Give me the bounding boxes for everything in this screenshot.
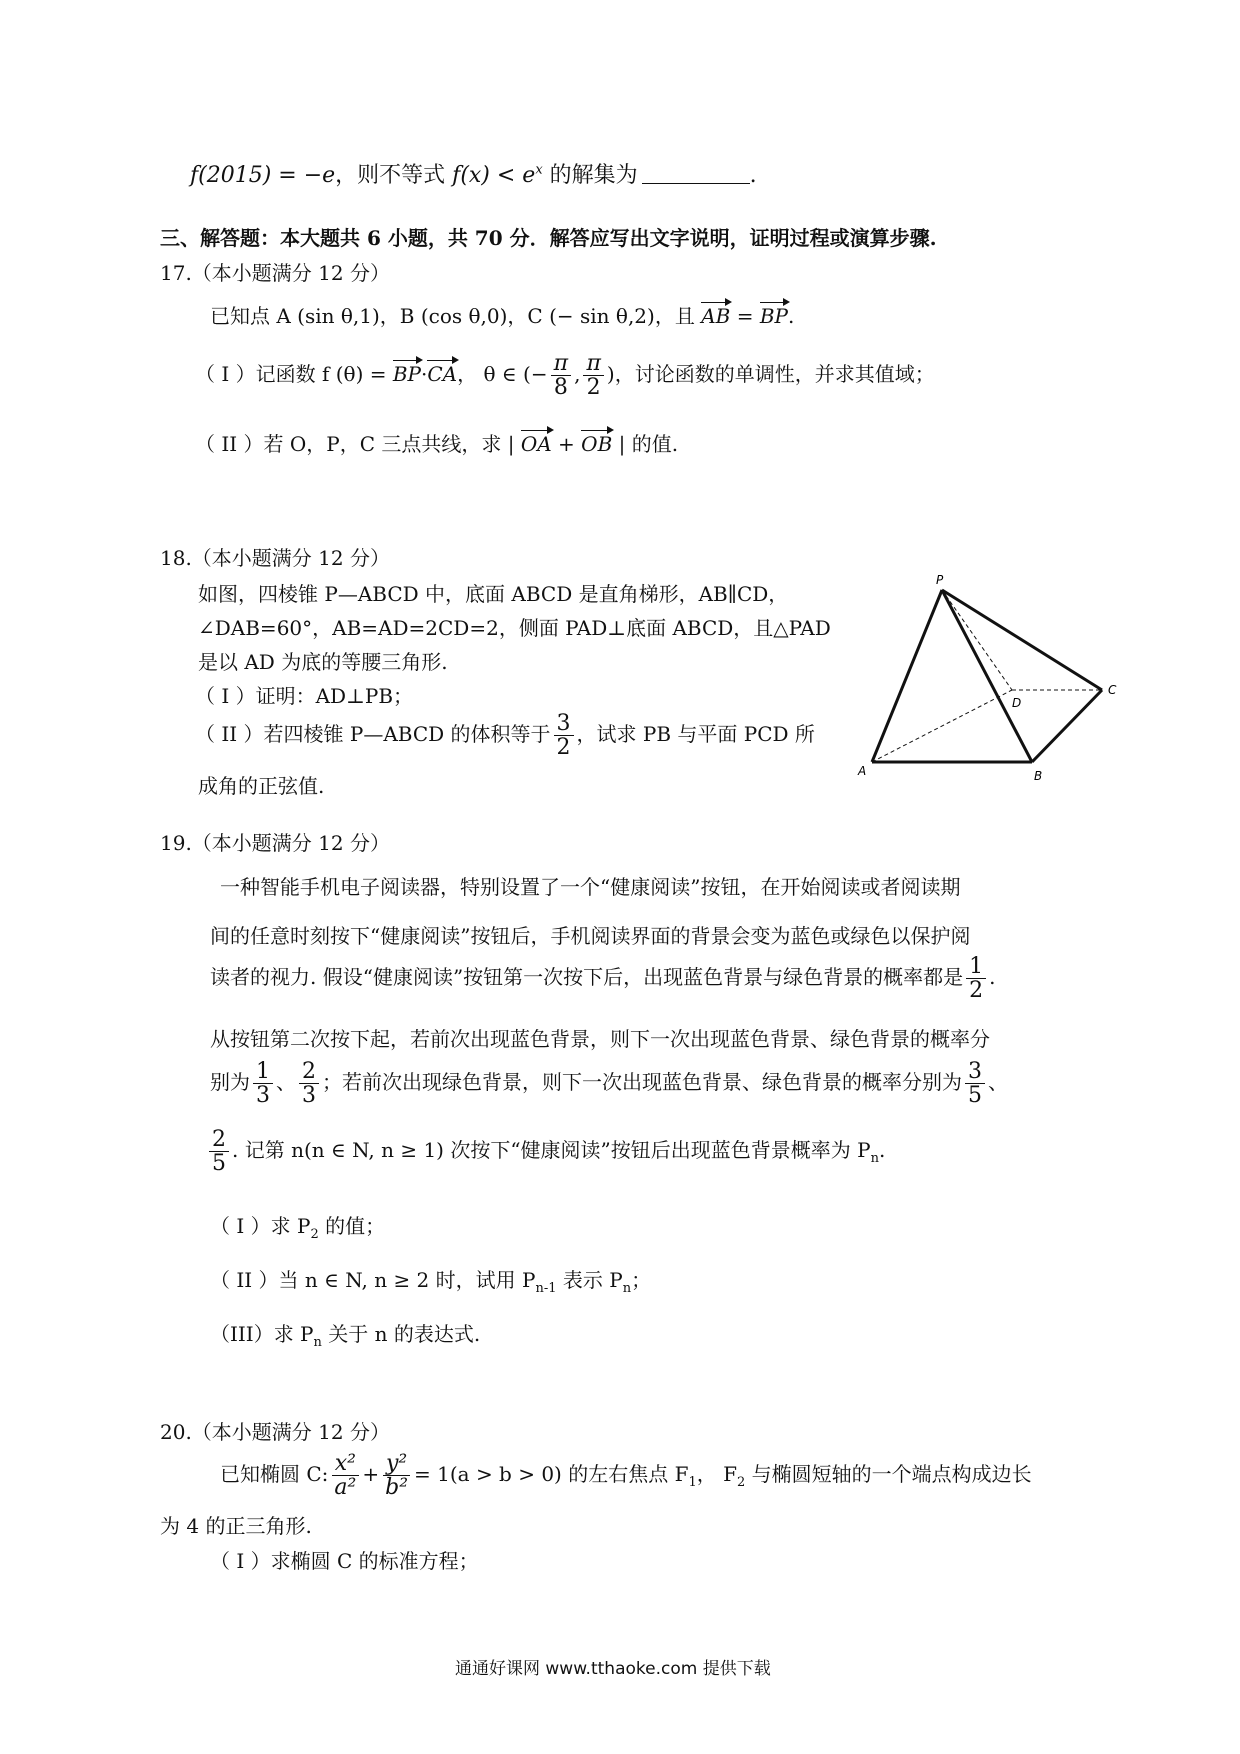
q20-line1 — [220, 1452, 1032, 1499]
q19-line3-end: . — [989, 965, 996, 990]
q19-part2-c: ； — [631, 1268, 652, 1292]
edge-PD — [942, 590, 1012, 690]
carryover-end: . — [749, 163, 757, 188]
q17-frac1-den: 8 — [553, 375, 568, 401]
q17-vec-bp: BP — [759, 304, 788, 328]
label-B: B — [1034, 769, 1043, 783]
q19-line2: 间的任意时刻按下“健康阅读”按钮后，手机阅读界面的背景会变为蓝色或绿色以保护阅 — [210, 924, 971, 948]
q18-part2-b: ，试求 PB 与平面 PCD 所 — [576, 722, 815, 747]
q19-line3-a: 读者的视力. 假设“健康阅读”按钮第一次按下后，出现蓝色背景与绿色背景的概率都是 — [210, 965, 964, 990]
q19-part3 — [210, 1318, 480, 1350]
q19-part3-sub: n — [313, 1335, 322, 1350]
q18-vol-den: 2 — [556, 735, 571, 761]
q20-sub2: 2 — [736, 1475, 746, 1491]
label-D: D — [1012, 696, 1022, 710]
answer-blank — [642, 163, 750, 184]
carryover-mid: ，则不等式 — [335, 163, 453, 188]
q20-plus: + — [362, 1462, 380, 1487]
pyramid-figure — [840, 570, 1140, 790]
q18-part1: （ I ）证明：AD⊥PB； — [195, 684, 414, 708]
q20-line1-a: 已知椭圆 C: — [220, 1462, 329, 1487]
q17-frac-pi8 — [551, 352, 571, 399]
q19-part1-a: （ I ）求 P — [210, 1214, 311, 1238]
q17-part2-b: | 的值. — [612, 432, 679, 456]
q19-title: 19.（本小题满分 12 分） — [160, 831, 390, 855]
q17-vec-oa: OA — [520, 432, 552, 456]
q20-frac-y — [382, 1452, 411, 1499]
q20-title: 20.（本小题满分 12 分） — [160, 1420, 390, 1444]
q17-given-end: . — [787, 304, 795, 328]
q18-part2 — [195, 712, 815, 759]
edge-AD — [872, 690, 1012, 762]
q20-line2: 为 4 的正三角形. — [160, 1514, 312, 1538]
q17-eq: = — [730, 304, 760, 328]
q17-frac-pi2 — [583, 352, 603, 399]
q19-frac-35 — [965, 1060, 985, 1107]
q20-fy-den: b² — [385, 1475, 409, 1501]
q20-fx-num: x² — [332, 1452, 359, 1476]
q19-frac-half — [966, 955, 986, 1002]
q18-part2-line2: 成角的正弦值. — [198, 774, 325, 798]
carryover-line — [190, 158, 757, 189]
q20-line1-c: ， F — [696, 1462, 737, 1487]
q19-sep: 、 — [276, 1070, 296, 1095]
q19-part2-sub2: n — [622, 1281, 632, 1296]
q17-frac2-num: π — [583, 352, 603, 376]
q17-given-text: 已知点 A (sin θ,1)，B (cos θ,0)，C (− sin θ,2)，且 — [210, 304, 702, 328]
q19-frac-23 — [299, 1060, 319, 1107]
q19-part2-a: （ II ）当 n ∈ N, n ≥ 2 时，试用 P — [210, 1268, 536, 1292]
q19-line6-text: . 记第 n(n ∈ N, n ≥ 1) 次按下“健康阅读”按钮后出现蓝色背景概率为 P — [232, 1138, 871, 1163]
q19-f35-num: 3 — [965, 1060, 985, 1084]
q20-fx-den: a² — [334, 1475, 357, 1501]
q19-line3 — [210, 955, 996, 1002]
q18-title: 18.（本小题满分 12 分） — [160, 546, 390, 570]
q19-frac-13 — [253, 1060, 273, 1107]
q19-half-den: 2 — [969, 978, 984, 1004]
q19-f23-num: 2 — [299, 1060, 319, 1084]
q20-line1-b: = 1(a > b > 0) 的左右焦点 F — [414, 1462, 689, 1487]
q19-line6-end: . — [878, 1138, 886, 1163]
q19-line4: 从按钮第二次按下起，若前次出现蓝色背景，则下一次出现蓝色背景、绿色背景的概率分 — [210, 1027, 990, 1051]
q17-frac2-den: 2 — [586, 375, 601, 401]
q19-part2 — [210, 1264, 651, 1296]
q17-frac1-num: π — [551, 352, 571, 376]
q17-part1-a: （ I ）记函数 f (θ) = — [195, 362, 393, 387]
q19-line1: 一种智能手机电子阅读器，特别设置了一个“健康阅读”按钮，在开始阅读或者阅读期 — [220, 875, 961, 899]
section-heading: 三、解答题：本大题共 6 小题，共 70 分．解答应写出文字说明，证明过程或演算步骤. — [160, 226, 937, 250]
q19-part1-sub: 2 — [310, 1227, 319, 1242]
q19-part2-sub1: n-1 — [535, 1281, 557, 1296]
q19-half-num: 1 — [966, 955, 986, 979]
label-A: A — [858, 764, 867, 778]
q18-part2-a: （ II ）若四棱锥 P—ABCD 的体积等于 — [195, 722, 551, 747]
q19-part2-b: 表示 P — [556, 1268, 623, 1292]
q19-part3-b: 关于 n 的表达式. — [321, 1322, 481, 1346]
q17-part1-b: ， θ ∈ (− — [457, 362, 548, 387]
q17-part2 — [195, 428, 678, 457]
edge-BC — [1032, 690, 1102, 762]
q17-given — [210, 300, 794, 329]
q19-line6 — [206, 1128, 885, 1175]
q20-frac-x — [331, 1452, 359, 1499]
q19-part3-a: （III）求 P — [210, 1322, 314, 1346]
q17-part2-a: （ II ）若 O，P，C 三点共线，求 | — [195, 432, 521, 456]
q19-f25-num: 2 — [209, 1128, 229, 1152]
q19-line5-b: ；若前次出现绿色背景，则下一次出现蓝色背景、绿色背景的概率分别为 — [322, 1070, 962, 1095]
q17-dot: · — [421, 362, 428, 387]
edge-PB — [942, 590, 1032, 762]
q19-line5-a: 别为 — [210, 1070, 250, 1095]
q19-f35-den: 5 — [968, 1083, 982, 1109]
q18-frac-vol — [554, 712, 574, 759]
q19-f23-den: 3 — [302, 1083, 316, 1109]
q20-sub1: 1 — [688, 1475, 697, 1491]
q19-frac-25 — [209, 1128, 229, 1175]
q19-line5 — [210, 1060, 1008, 1107]
edge-PA — [872, 590, 942, 762]
q19-f13-num: 1 — [253, 1060, 273, 1084]
q17-vec-ca: CA — [427, 362, 458, 387]
q19-line5-end: 、 — [988, 1070, 1008, 1095]
label-C: C — [1108, 683, 1117, 697]
q19-f25-den: 5 — [212, 1151, 226, 1177]
q19-f13-den: 3 — [256, 1083, 270, 1109]
page-footer: 通通好课网 www.tthaoke.com 提供下载 — [455, 1659, 771, 1679]
q19-part1 — [210, 1210, 385, 1242]
edge-PC — [942, 590, 1102, 690]
q19-line6-sub: n — [870, 1151, 879, 1167]
q17-part1-c: )，讨论函数的单调性，并求其值域； — [606, 362, 935, 387]
q17-vec-ob: OB — [581, 432, 613, 456]
q17-title: 17.（本小题满分 12 分） — [160, 261, 390, 285]
label-P: P — [936, 573, 944, 587]
q18-line2: ∠DAB=60°，AB=AD=2CD=2，侧面 PAD⊥底面 ABCD，且△PAD — [198, 616, 831, 640]
q17-vec-ab: AB — [701, 304, 731, 328]
carryover-sup: x — [535, 162, 543, 178]
q18-line1: 如图，四棱锥 P—ABCD 中，底面 ABCD 是直角梯形，AB∥CD， — [198, 582, 789, 606]
carryover-lhs: f(2015) = −e — [190, 163, 336, 188]
q20-part1: （ I ）求椭圆 C 的标准方程； — [210, 1549, 479, 1573]
q18-line3: 是以 AD 为底的等腰三角形. — [198, 650, 448, 674]
q17-vec-bp2: BP — [392, 362, 422, 387]
q20-line1-d: 与椭圆短轴的一个端点构成边长 — [745, 1462, 1032, 1487]
q17-plus: + — [551, 432, 582, 456]
carryover-ineq: f(x) < e — [452, 163, 536, 188]
q17-part1: （ I ）记函数 f (θ) = BP·CA， θ ∈ (− $\frac{\pi}{8}$ , $\frac{\pi}{2}$ )，讨论函数的单调性，并求其值域； — [195, 351, 935, 401]
carryover-tail: 的解集为 — [542, 163, 638, 188]
q19-part1-b: 的值； — [318, 1214, 386, 1238]
q20-fy-num: y² — [383, 1452, 410, 1476]
q18-vol-num: 3 — [554, 712, 574, 736]
